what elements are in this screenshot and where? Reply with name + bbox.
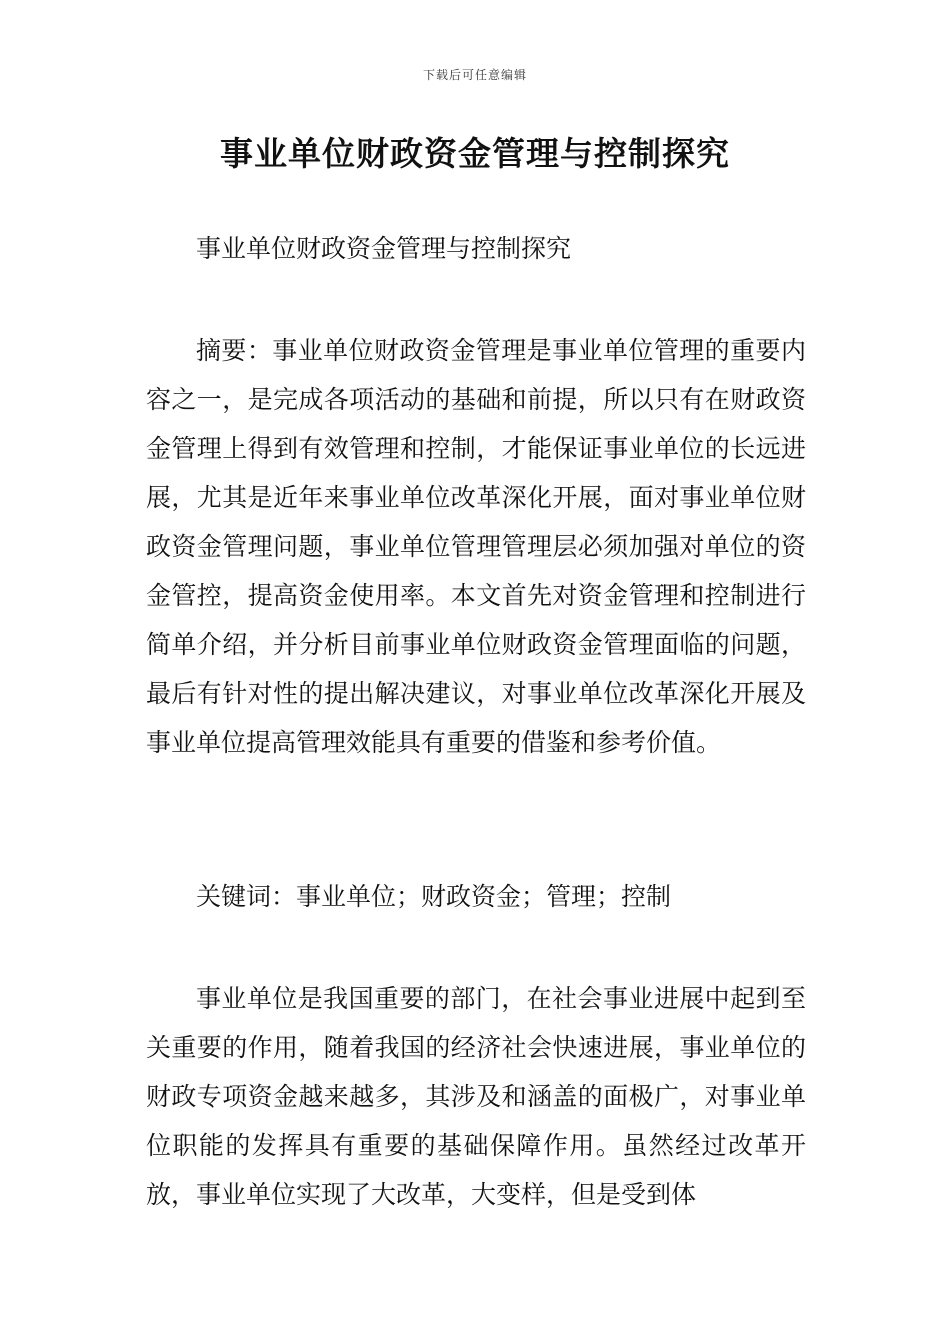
document-title: 事业单位财政资金管理与控制探究 — [220, 134, 730, 173]
header-note: 下载后可任意编辑 — [422, 68, 527, 82]
intro-paragraph: 事业单位是我国重要的部门，在社会事业进展中起到至关重要的作用，随着我国的经济社会快速进展，事业单位的财政专项资金越来越多，其涉及和涵盖的面极广，对事业单位职能的发挥具有重要的基础保障作用。虽然经过改革开放，事业单位实现了大改革，大变样，但是受到体 — [146, 984, 806, 1209]
keywords-line: 关键词：事业单位；财政资金；管理；控制 — [196, 882, 672, 911]
document-subtitle: 事业单位财政资金管理与控制探究 — [196, 234, 572, 263]
abstract-paragraph: 摘要：事业单位财政资金管理是事业单位管理的重要内容之一，是完成各项活动的基础和前提，所以只有在财政资金管理上得到有效管理和控制，才能保证事业单位的长远进展，尤其是近年来事业单位改革深化开展，面对事业单位财政资金管理问题，事业单位管理管理层必须加强对单位的资金管控，提高资金使用率。本文首先对资金管理和控制进行简单介绍，并分析目前事业单位财政资金管理面临的问题，最后有针对性的提出解决建议，对事业单位改革深化开展及事业单位提高管理效能具有重要的借鉴和参考价值。 — [146, 336, 806, 757]
